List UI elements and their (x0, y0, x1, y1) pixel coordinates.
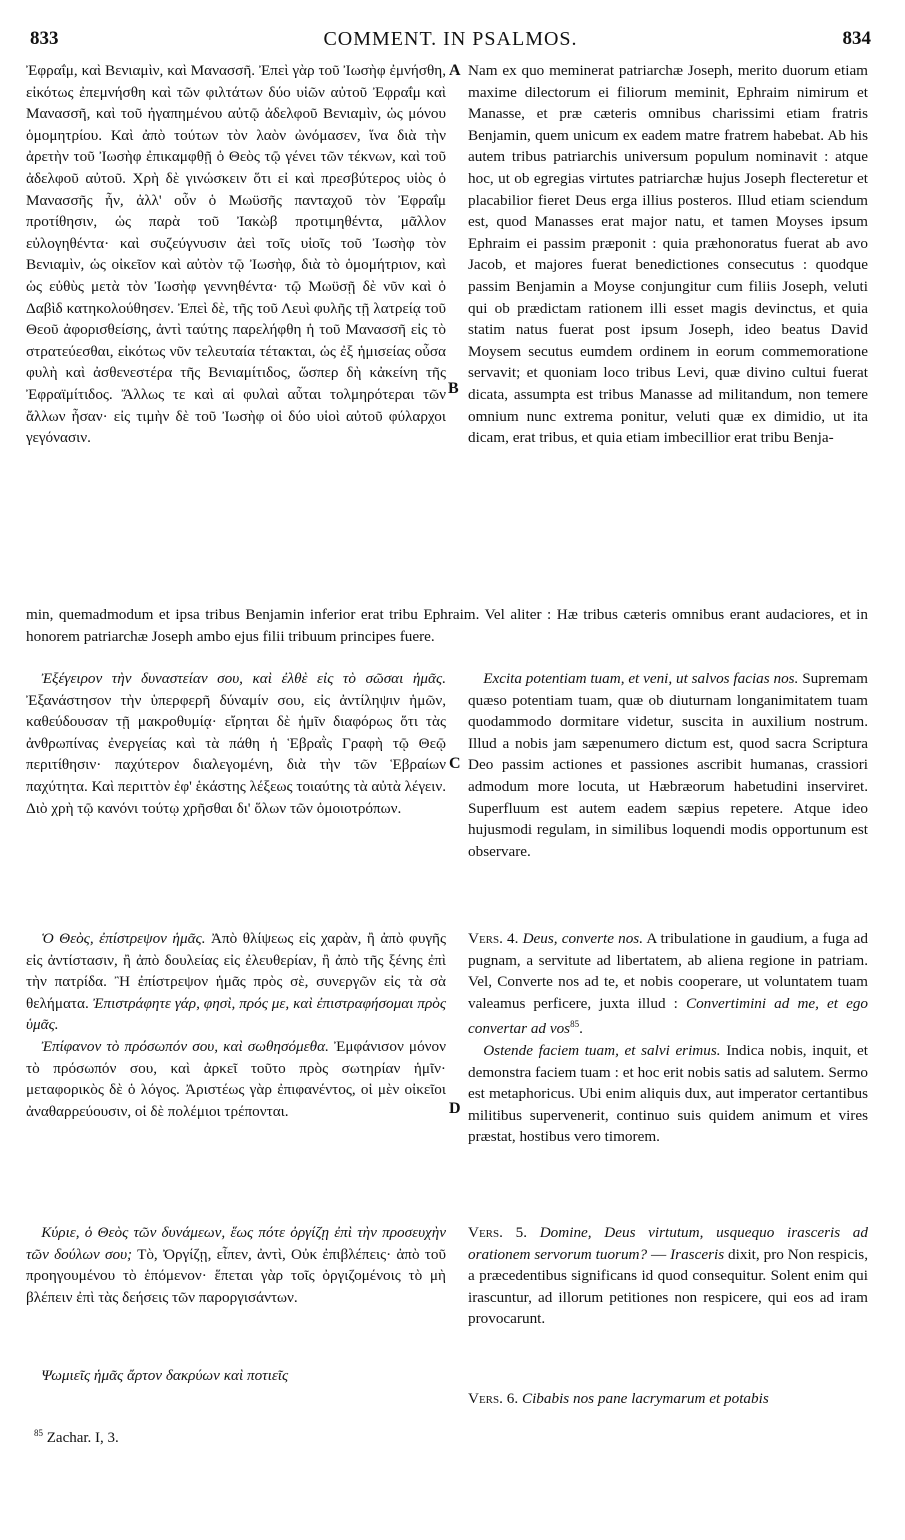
verse-number: Vers. 5. (468, 1224, 528, 1241)
page-number-left: 833 (30, 28, 59, 49)
latin-paragraph-continued: min, quemadmodum et ipsa tribus Benjamin inferior erat tribu Ephraim. Vel aliter : Hæ tribus cæteris omnibus erant audaciores, et in honorem patriarchæ Joseph ambo ejus filii tribuum principes fuere. (26, 606, 868, 645)
margin-marker-a: A (449, 62, 461, 79)
greek-commentary: Ἐξανάστησον τὴν ὑπερφερῆ δύναμίν σου, εἰς ἀντίληψιν ἡμῶν, καθεύδουσαν τῇ μακροθυμίᾳ· εἴρηται δὲ ἡμῖν διαφόρως ὅτι τὰς ἀνθρωπίνας ἐνεργείας καὶ τὰ πάθη ἡ Ἑβραῒς Γραφὴ τῷ Θεῷ περιτίθησιν· παχύτερον διαλεγομένη, διὰ τὴν τῶν Ἑβραίων παχύτητα. Καὶ περιττὸν ἐφ' ἑκάστης λέξεως τοιαύτης τὰ αὐτὰ λέγειν. Διὸ χρὴ τῷ κανόνι τούτῳ χρῆσθαι δι' ὅλων τῶν ὁμοιοτρόπων. (26, 691, 446, 817)
page-number-right: 834 (842, 28, 871, 49)
greek-lemma: Ὁ Θεὸς, ἐπίστρεψον ἡμᾶς. (41, 930, 206, 947)
footnote-reference: 85 (570, 1019, 580, 1030)
greek-column-block-3 (26, 928, 446, 1122)
greek-commentary: Τὸ, Ὀργίζῃ, εἶπεν, ἀντὶ, Οὐκ ἐπιβλέπεις· ἀπὸ τοῦ προηγουμένου τὸ ἑπόμενον· ἕπεται γὰρ τοῖς ὀργιζομένοις τὸ μὴ βλέπειν ἐπὶ τὰς δεήσεις τῶν παροργισάντων. (26, 1245, 446, 1306)
latin-lemma: Cibabis nos pane lacrymarum et potabis (521, 1390, 769, 1407)
running-title: COMMENT. IN PSALMOS. (323, 28, 578, 50)
greek-commentary: Ἀπὸ θλίψεως εἰς χαρὰν, ἢ ἀπὸ φυγῆς εἰς ἀντίστασιν, ἢ ἀπὸ δουλείας εἰς ἐλευθερίαν, ἢ ἀπὸ τῆς ξένης ἐπὶ τὴν πατρίδα. Ἢ ἐπίστρεψον ἡμᾶς πρὸς σὲ, συνεργῶν εἰς τὰ σὰ θελήματα. (26, 930, 447, 1012)
latin-column-block-3: Vers. 4. Deus, converte nos. A tribulatione in gaudium, a fuga ad pugnam, a servitute ad libertatem, ab aliena regione in patriam. Vel, Converte nos ad te, et nobis cooperare, ut voluntatem tuam valeamus perficere, juxta illud : Convertimini ad me, et ego convertar ad vos$^{85}$. Ostende faciem tuam, et salvi erimus. Indica nobis, inquit, et demonstra faciem tuam : et hoc erit nobis satis ad salutem. Sermo est metaphoricus. Ubi enim aliquis dux, aut imperator certantibus militibus supervenerit, continuo suis quidem animum et vires præstat, hostibus vero timorem. (468, 930, 869, 1146)
latin-lemma: Deus, converte nos. (522, 930, 644, 947)
margin-marker-b: B (448, 380, 459, 397)
latin-column-block-5 (468, 1388, 868, 1410)
greek-column-block-1 (26, 60, 446, 449)
latin-commentary: dixit, pro Non respicis, a præcedentibus significans id quod consequitur. Solent enim qui irascuntur, ad illorum petitiones non respicere, qui eos ad iram provocarunt. (468, 1245, 869, 1328)
latin-commentary: A tribulatione in gaudium, a fuga ad pugnam, a servitute ad libertatem, ab aliena regione in patriam. Vel, Converte nos ad te, et nobis cooperare, ut voluntatem tuam valeamus perficere, juxta illud : (468, 930, 868, 1012)
footnote (34, 1428, 119, 1447)
latin-spanning-paragraph (26, 604, 868, 647)
latin-lemma: Excita potentiam tuam, et veni, ut salvos facias nos. (483, 670, 799, 687)
latin-paragraph: Nam ex quo meminerat patriarchæ Joseph, merito duorum etiam maxime dilectorum ei filiorum meminit, Ephraim nimirum et Manasse, et præ cæteris omnibus charissimi etiam fratris Benjamin, quem unicum ex eadem matre fratrem habebat. Ab his autem tribus patriarchis universum populum nominavit : atque hoc, ut ob egregias virtutes patriarchæ hujus Joseph flecteretur et placabilior fieret Deus erga illius posteros. Illud etiam sciendum est, quod Manasses erat major natu, et tamen Moyses ipsum Ephraim ei passim præponit : quia præhonoratus fuerat ab avo Jacob, et majores fuerat benedictiones consecutus : quodque passim Benjamin a Moyse conjungitur cum filiis Joseph, veluti qui ob prædictam rationem illi esset magis devinctus, et quia statim natus fuerat post ipsum Joseph, ideo beatus David Moysem secutus eumdem ordinem in eorum commemoratione servavit; et quoniam loco tribus Levi, quæ divino cultui fuerat dicata, assumpta est tribus Manasse ad militandum, non temere omnium nunc extrema ponitur, veluti quæ ex dimidio, ut ita dicam, erat tribus, et quia etiam imbecillior erat tribu Benja- (468, 62, 868, 447)
latin-commentary: Indica nobis, inquit, et demonstra faciem tuam : et hoc erit nobis satis ad salutem. Sermo est metaphoricus. Ubi enim aliquis dux, aut imperator certantibus militibus supervenerit, continuo suis quidem animum et vires præstat, hostibus vero timorem. (468, 1042, 868, 1146)
verse-number: Vers. 6. (468, 1390, 519, 1407)
latin-column-block-4: Vers. 5. Domine, Deus virtutum, usquequo irasceris ad orationem servorum tuorum? — Irasceris dixit, pro Non respicis, a præcedentibus significans id quod consequitur. Solent enim qui irascuntur, ad illorum petitiones non respicere, qui eos ad iram provocarunt. (468, 1224, 869, 1328)
greek-lemma: Ψωμιεῖς ἡμᾶς ἄρτον δακρύων καὶ ποτιεῖς (41, 1367, 289, 1384)
latin-lemma: Domine, Deus virtutum, usquequo irasceris ad orationem servorum tuorum? (468, 1224, 868, 1263)
greek-column-block-5 (26, 1365, 446, 1387)
greek-lemma: Ἐπίφανον τὸ πρόσωπόν σου, καὶ σωθησόμεθα. (41, 1037, 329, 1055)
greek-lemma: Ἐξέγειρον τὴν δυναστείαν σου, καὶ ἐλθὲ εἰς τὸ σῶσαι ἡμᾶς. (41, 670, 446, 687)
latin-quotation: Convertimini ad me, et ego convertar ad vos (468, 994, 869, 1038)
latin-commentary: Supremam quæso potentiam tuam, quæ ob diuturnam longanimitatem tuam quodammodo dormitare videtur, suscita in auxilium nostrum. Illud a nobis jam sæpenumero dictum est, quod sacra Scriptura Deo passim actiones et passiones ascribit humanas, crassiori admodum more locuta, ut Hæbræorum habetudini inserviret. Superfluum est autem eadem sæpius repetere. Atque ideo hujusmodi regulam, in similibus loquendi modis opportunum est observare. (468, 670, 868, 860)
greek-quotation: Ἐπιστράφητε γάρ, φησὶ, πρός με, καὶ ἐπιστραφήσομαι πρὸς ὑμᾶς. (26, 994, 447, 1034)
footnote-marker: 85 (34, 1428, 43, 1438)
greek-column-block-4 (26, 1222, 446, 1308)
verse-number: Vers. 4. (468, 930, 519, 947)
footnote-text: Zachar. I, 3. (46, 1430, 119, 1446)
margin-marker-d: D (449, 1100, 461, 1117)
greek-column-block-2 (26, 668, 446, 819)
greek-lemma: Κύριε, ὁ Θεὸς τῶν δυνάμεων, ἕως πότε ὀργίζῃ ἐπὶ τὴν προσευχὴν τῶν δούλων σου; (26, 1224, 446, 1263)
latin-keyword: Irasceris (670, 1245, 725, 1263)
margin-marker-c: C (449, 755, 461, 772)
greek-commentary: Ἐμφάνισον μόνον τὸ πρόσωπόν σου, καὶ ἀρκεῖ τοῦτο πρὸς σωτηρίαν ἡμῖν· μεταφορικὸς δὲ ὁ λόγος. Ἀριστέως γὰρ ἐπιφανέντος, οἱ μὲν οἰκεῖοι ἀναθαρρεύουσιν, οἱ δὲ πολέμιοι τρέπονται. (26, 1037, 446, 1120)
latin-column-block-1 (468, 60, 868, 449)
greek-paragraph: Ἐφραΐμ, καὶ Βενιαμὶν, καὶ Μανασσῆ. Ἐπεὶ γὰρ τοῦ Ἰωσὴφ ἐμνήσθη, εἰκότως ἐπεμνήσθη καὶ τῶν φιλτάτων δύο υἱῶν αὐτοῦ Ἐφραΐμ καὶ Μανασσῆ, καὶ τοῦ ἠγαπημένου αὐτῷ ἀδελφοῦ Βενιαμὶν, ὡς μόνου ὁμομητρίου. Καὶ ἀπὸ τούτων τὸν λαὸν ὠνόμασεν, ἵνα διὰ τὴν ἀρετὴν τοῦ Ἰωσὴφ ἐπικαμφθῇ ὁ Θεὸς τῷ γένει τῶν τέκνων, καὶ τοῦ ἀδελφοῦ αὐτοῦ. Χρὴ δὲ γινώσκειν ὅτι εἰ καὶ πρεσβύτερος υἱὸς ὁ Μανασσῆς ἦν, ἀλλ' οὖν ὁ Μωϋσῆς πανταχοῦ τὸν Ἐφραΐμ προτίθησιν, ὡς παρὰ τοῦ Ἰακὼβ προτιμηθέντα, μᾶλλον εὐλογηθέντα· καὶ συζεύγνυσιν ἀεὶ τοῖς υἱοῖς τοῦ Ἰωσὴφ τὸν Βενιαμὶν, ὡς οἰκεῖον καὶ αὐτὸν τῷ Ἰωσὴφ, διὰ τὸ ὁμομήτριον, καὶ ὡς εὐθὺς μετὰ τὸν Ἰωσὴφ γεννηθέντα· τῷ Μωϋσῇ δὲ νῦν καὶ ὁ Δαβὶδ κατηκολούθησεν. Ἐπεὶ δὲ, τῆς τοῦ Λευὶ φυλῆς τῇ λατρείᾳ τοῦ Θεοῦ ἀφορισθείσης, ἀντὶ ταύτης παρελήφθη ἡ τοῦ Μανασσῆ εἰς τὸ στρατεύεσθαι, εἰκότως νῦν τελευταία τέτακται, ὡς ἐξ ἡμισείας οὖσα φυλὴ καὶ ἀσθενεστέρα τῆς Βενιαμίτιδος, ὥσπερ δὴ κἀκείνη τῆς Ἐφραϊμίτιδος. Ἄλλως τε καὶ αἱ φυλαὶ αὗται τολμηρότεραι τῶν ἄλλων ἦσαν· εἰς τιμὴν δὲ τοῦ Ἰωσὴφ οἱ δύο υἱοὶ αὐτοῦ φύλαρχοι γεγόνασιν. (26, 62, 446, 447)
page-header (30, 28, 871, 56)
latin-column-block-2 (468, 668, 868, 862)
latin-lemma: Ostende faciem tuam, et salvi erimus. (483, 1042, 721, 1060)
